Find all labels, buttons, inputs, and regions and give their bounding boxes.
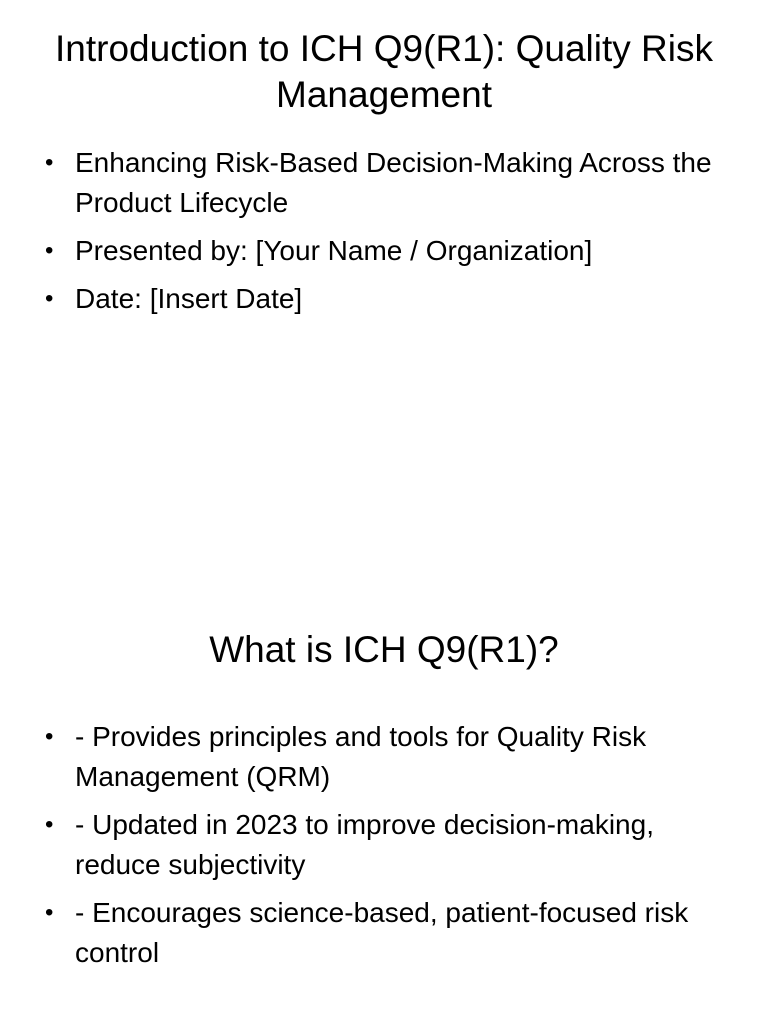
slide-title: What is ICH Q9(R1)? xyxy=(209,629,559,670)
bullet-text: Presented by: [Your Name / Organization] xyxy=(75,235,593,266)
bullet-icon: • xyxy=(45,811,54,838)
bullet-item xyxy=(38,231,730,271)
bullet-icon: • xyxy=(45,899,54,926)
bullet-icon: • xyxy=(45,149,54,176)
bullet-item xyxy=(38,279,730,319)
bullet-text: Enhancing Risk-Based Decision-Making Across the Product Lifecycle xyxy=(75,147,712,218)
slide-2 xyxy=(0,512,768,1024)
bullet-item xyxy=(38,143,730,223)
bullet-list xyxy=(38,143,730,327)
bullet-text: - Updated in 2023 to improve decision-making, reduce subjectivity xyxy=(75,809,654,880)
bullet-icon: • xyxy=(45,723,54,750)
bullet-icon: • xyxy=(45,285,54,312)
bullet-text: Date: [Insert Date] xyxy=(75,283,303,314)
bullet-item xyxy=(38,717,730,797)
bullet-item xyxy=(38,893,730,973)
bullet-icon: • xyxy=(45,237,54,264)
bullet-text: - Encourages science-based, patient-focused risk control xyxy=(75,897,689,968)
slide-title: Introduction to ICH Q9(R1): Quality Risk Management xyxy=(55,28,713,115)
bullet-item xyxy=(38,805,730,885)
bullet-list xyxy=(38,717,730,981)
bullet-text: - Provides principles and tools for Quality Risk Management (QRM) xyxy=(75,721,647,792)
